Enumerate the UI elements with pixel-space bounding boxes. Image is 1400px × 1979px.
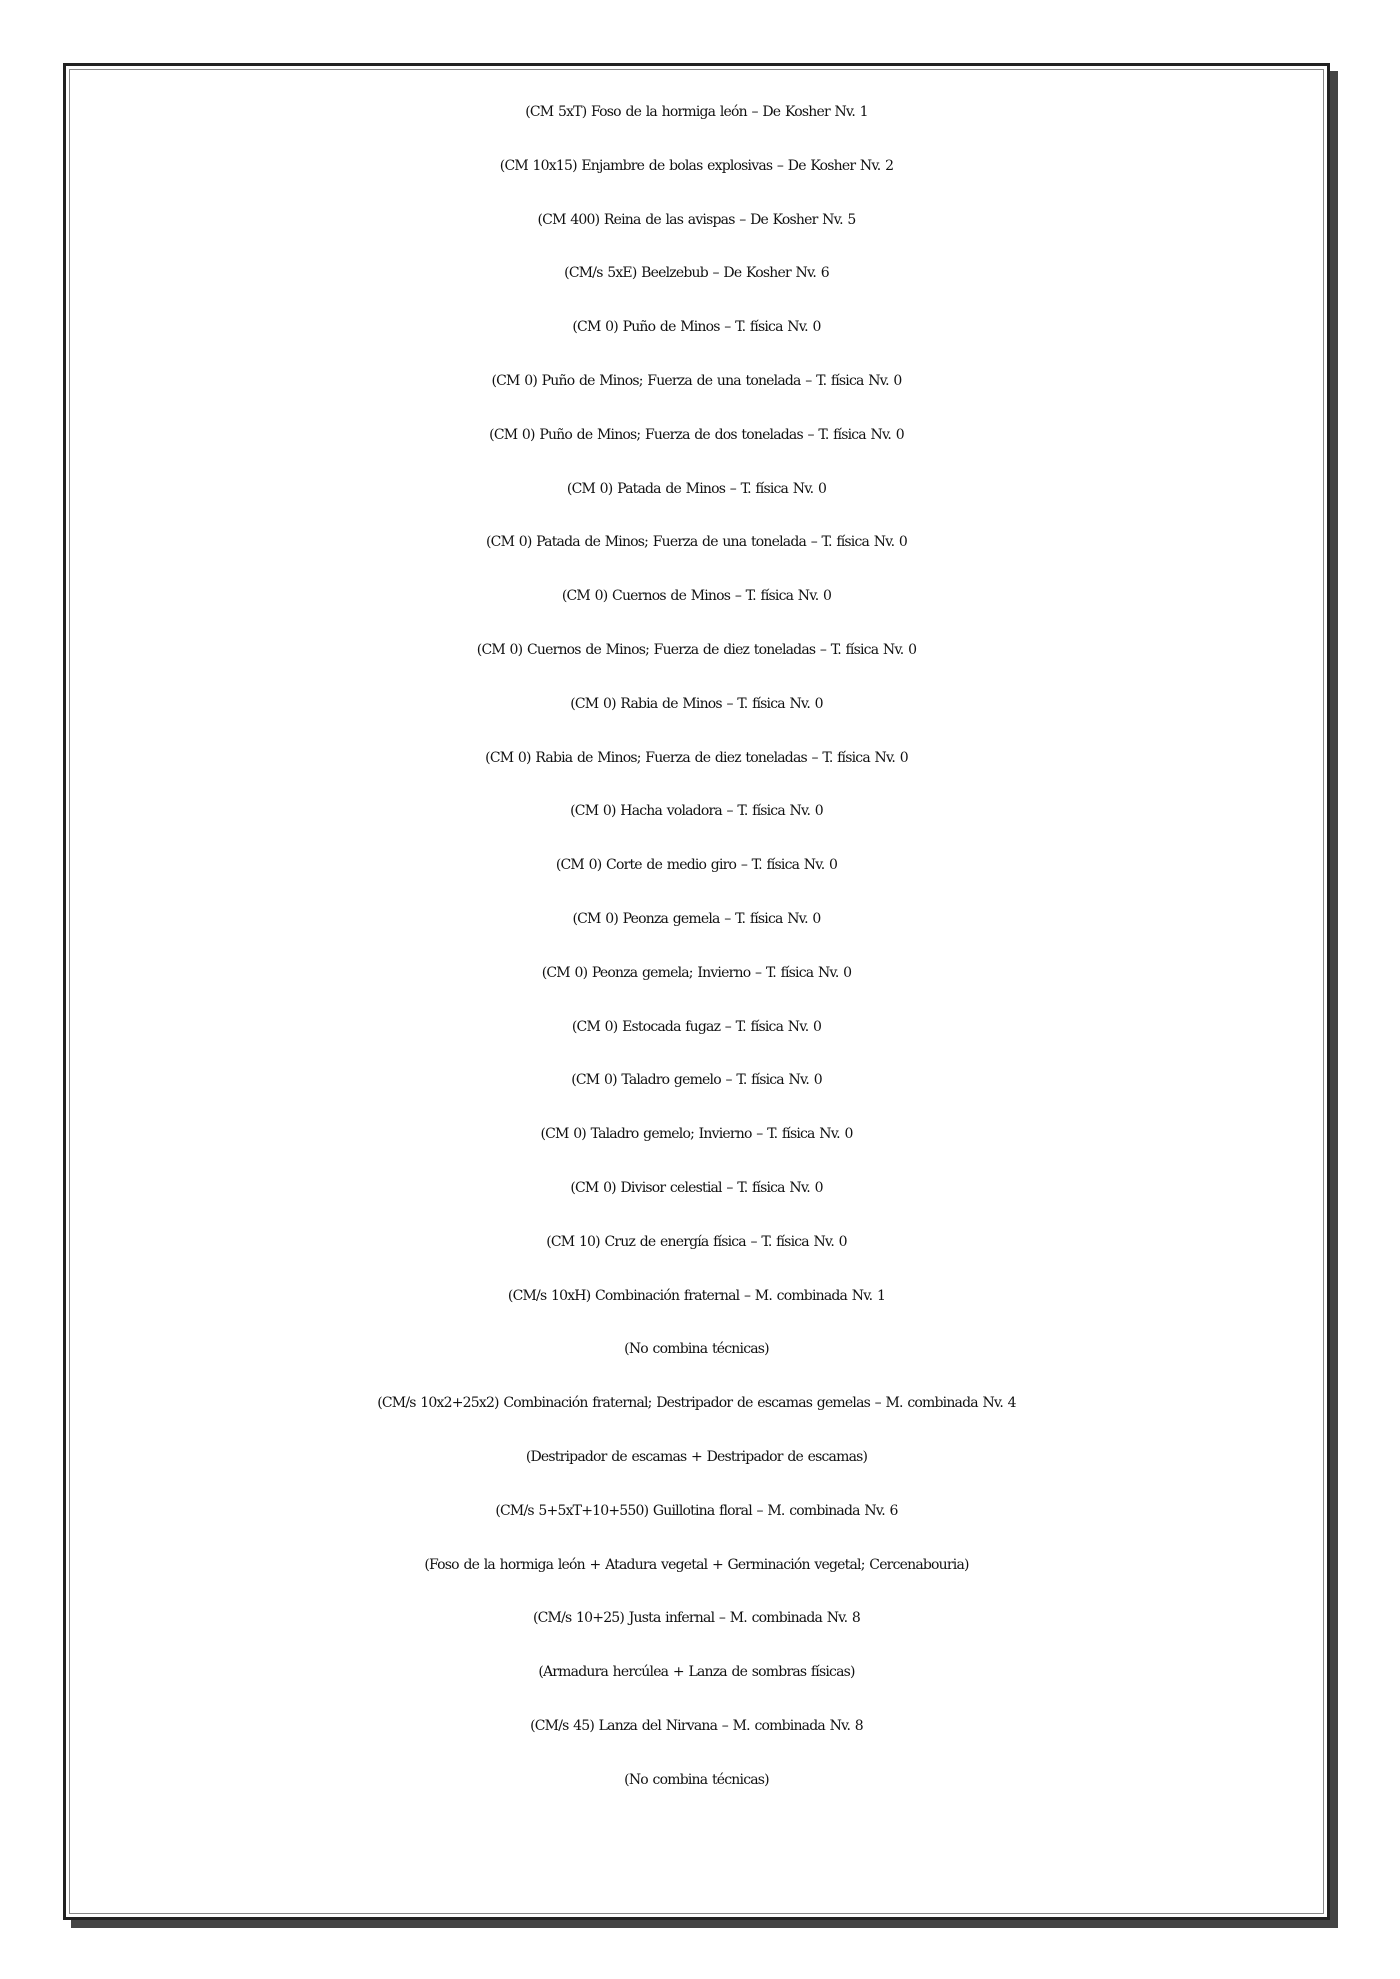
technique-line: (CM/s 5+5xT+10+550) Guillotina floral – M. combinada Nv. 6 [495,1502,898,1519]
technique-line: (CM 10x15) Enjambre de bolas explosivas – De Kosher Nv. 2 [499,157,894,174]
technique-line: (CM/s 5xE) Beelzebub – De Kosher Nv. 6 [564,265,829,282]
technique-line: (CM 0) Puño de Minos; Fuerza de una tonelada – T. física Nv. 0 [491,372,902,389]
technique-line: (CM 0) Taladro gemelo – T. física Nv. 0 [571,1072,822,1089]
technique-line: (CM 0) Cuernos de Minos; Fuerza de diez toneladas – T. física Nv. 0 [476,641,917,658]
technique-line: (CM/s 10+25) Justa infernal – M. combinada Nv. 8 [532,1610,860,1627]
technique-line: (CM 0) Cuernos de Minos – T. física Nv. 0 [561,588,832,605]
technique-line: (CM 0) Corte de medio giro – T. física Nv. 0 [555,857,838,874]
technique-line: (No combina técnicas) [624,1341,769,1358]
technique-line: (CM 0) Estocada fugaz – T. física Nv. 0 [571,1018,822,1035]
technique-line: (CM/s 10x2+25x2) Combinación fraternal; Destripador de escamas gemelas – M. combinada Nv. 4 [377,1395,1016,1412]
technique-line: (CM 0) Puño de Minos – T. física Nv. 0 [572,319,821,336]
technique-line: (CM 0) Rabia de Minos; Fuerza de diez toneladas – T. física Nv. 0 [485,749,908,766]
technique-line: (CM 0) Peonza gemela – T. física Nv. 0 [572,910,821,927]
technique-line: (CM 0) Patada de Minos – T. física Nv. 0 [566,480,827,497]
technique-line: (CM/s 10xH) Combinación fraternal – M. combinada Nv. 1 [507,1287,886,1304]
technique-line: (Destripador de escamas + Destripador de escamas) [525,1448,868,1465]
technique-line: (CM 0) Puño de Minos; Fuerza de dos toneladas – T. física Nv. 0 [489,426,904,443]
technique-line: (CM 10) Cruz de energía física – T. física Nv. 0 [546,1233,847,1250]
page-frame [63,63,1330,1920]
technique-line: (CM 5xT) Foso de la hormiga león – De Kosher Nv. 1 [525,104,868,120]
technique-line: (CM 0) Peonza gemela; Invierno – T. física Nv. 0 [541,964,852,981]
technique-line: (No combina técnicas) [624,1771,769,1788]
technique-line: (CM 400) Reina de las avispas – De Kosher Nv. 5 [537,211,856,228]
technique-line: (CM 0) Divisor celestial – T. física Nv. 0 [570,1179,823,1196]
technique-line: (CM 0) Hacha voladora – T. física Nv. 0 [570,803,823,820]
technique-line: (CM 0) Taladro gemelo; Invierno – T. física Nv. 0 [540,1126,853,1143]
technique-line: (CM 0) Patada de Minos; Fuerza de una tonelada – T. física Nv. 0 [486,534,907,551]
technique-line: (Armadura hercúlea + Lanza de sombras físicas) [538,1664,855,1681]
technique-line: (CM/s 45) Lanza del Nirvana – M. combinada Nv. 8 [530,1717,863,1734]
technique-list [66,86,1327,1808]
technique-line: (CM 0) Rabia de Minos – T. física Nv. 0 [570,695,823,712]
technique-line: (Foso de la hormiga león + Atadura vegetal + Germinación vegetal; Cercenabouria) [424,1556,969,1573]
